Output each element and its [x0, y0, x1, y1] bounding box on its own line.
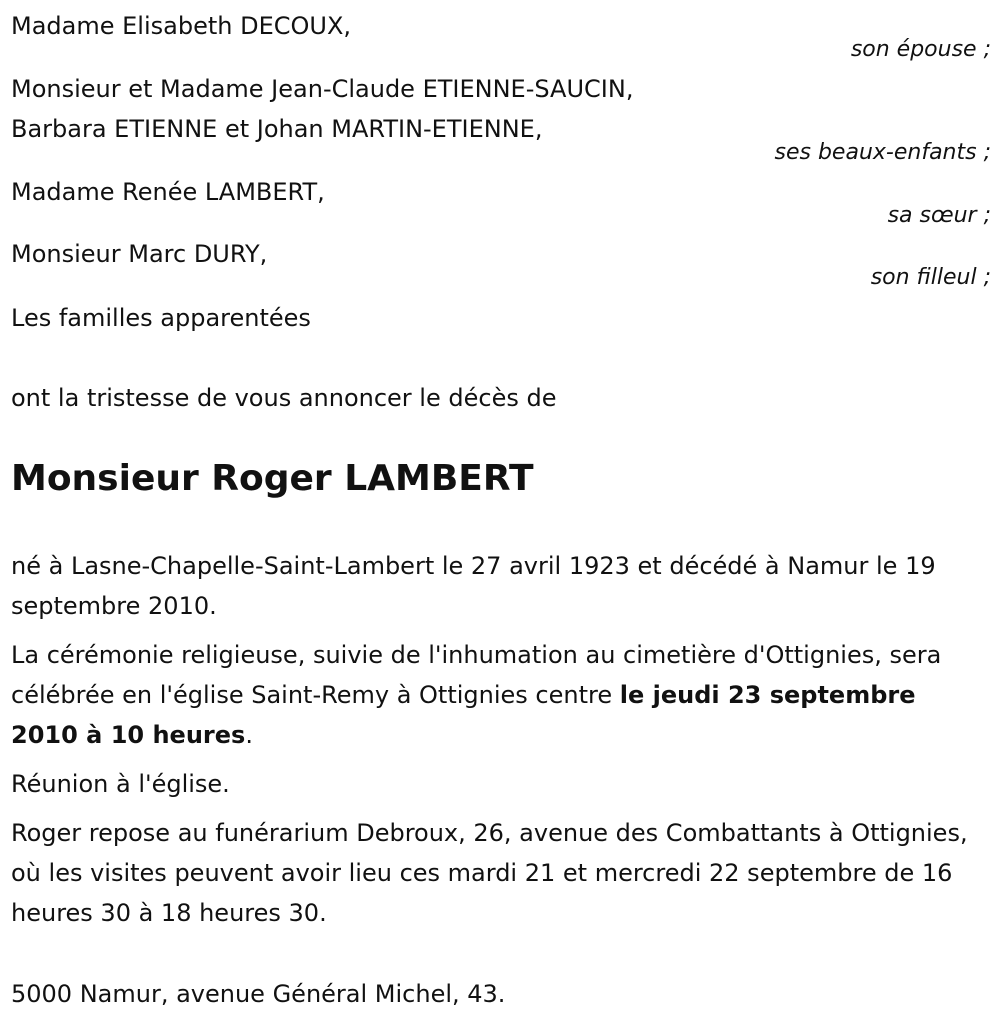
family-member-name: Les familles apparentées [11, 304, 311, 332]
visits-text: Roger repose au funérarium Debroux, 26, avenue des Combattants à Ottignies, où les visites peuvent avoir lieu ces mardi 21 et mercredi 22 septembre de 16 heures 30 à 18 heures 30. [11, 819, 968, 927]
meeting-text: Réunion à l'église. [11, 770, 230, 798]
family-relation: son filleul ; [870, 265, 991, 290]
family-relation: son épouse ; [850, 37, 991, 62]
ceremony-text [11, 635, 986, 755]
address-text: 5000 Namur, avenue Général Michel, 43. [11, 980, 506, 1008]
family-member-name: Monsieur Marc DURY, [11, 240, 268, 268]
ceremony-date: le jeudi 23 septembre 2010 à 10 heures [11, 681, 916, 749]
family-member-name: Barbara ETIENNE et Johan MARTIN-ETIENNE, [11, 115, 543, 143]
birth-death-text: né à Lasne-Chapelle-Saint-Lambert le 27 avril 1923 et décédé à Namur le 19 septembre 2010. [11, 552, 936, 620]
family-member-name: Madame Renée LAMBERT, [11, 178, 325, 206]
ceremony-text-before: La cérémonie religieuse, suivie de l'inhumation au cimetière d'Ottignies, sera célébrée en l'église Saint-Remy à Ottignies centre [11, 641, 942, 709]
family-relation: ses beaux-enfants ; [774, 140, 991, 165]
deceased-name: Monsieur Roger LAMBERT [11, 458, 534, 499]
family-member-name: Madame Elisabeth DECOUX, [11, 12, 352, 40]
ceremony-text-after: . [245, 721, 253, 749]
family-relation: sa sœur ; [887, 203, 991, 228]
family-member-name: Monsieur et Madame Jean-Claude ETIENNE-SAUCIN, [11, 75, 634, 103]
announcement-text: ont la tristesse de vous annoncer le décès de [11, 384, 557, 412]
